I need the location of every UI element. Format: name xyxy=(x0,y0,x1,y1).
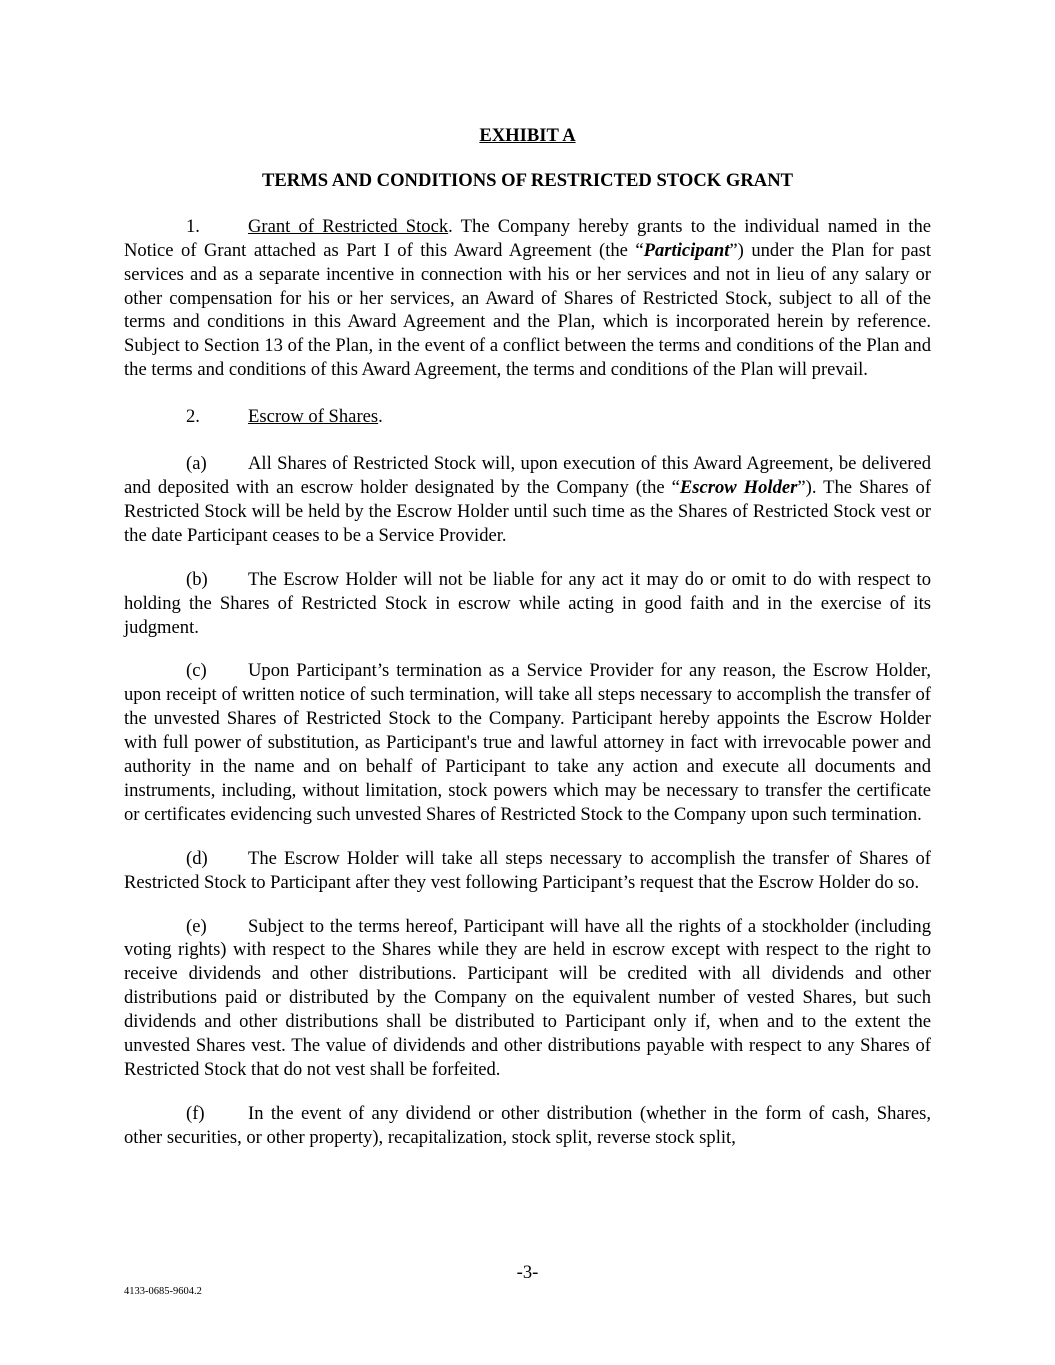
section-1-paragraph xyxy=(124,215,931,382)
section-2-period: . xyxy=(378,406,383,428)
subsection-a-paragraph xyxy=(124,452,931,548)
subsection-c-paragraph xyxy=(124,659,931,826)
exhibit-heading: EXHIBIT A xyxy=(479,125,576,146)
subsection-d-paragraph xyxy=(124,847,931,895)
subsection-f-text: In the event of any dividend or other distribution (whether in the form of cash, Shares, other securities, or other property), recapitalization, stock split, reverse stock split, xyxy=(124,1102,931,1148)
page-number: -3- xyxy=(516,1262,539,1283)
subsection-a-label: (a) xyxy=(186,453,207,475)
subsection-c-text: Upon Participant’s termination as a Service Provider for any reason, the Escrow Holder, upon receipt of written notice of such termination, will take all steps necessary to accomplish the transfer of the unvested Shares of Restricted Stock to the Company. Participant hereby appoints the Escrow Holder with full power of substitution, as Participant's true and lawful attorney in fact with irrevocable power and authority in the name and on behalf of Participant to take any action and execute all documents and instruments, including, without limitation, stock powers which may be necessary to transfer the certificate or certificates evidencing such unvested Shares of Restricted Stock to the Company upon such termination. xyxy=(124,660,931,825)
section-2-heading: Escrow of Shares xyxy=(248,406,379,428)
escrow-holder-defined-term: Escrow Holder xyxy=(679,476,798,498)
section-1-heading: Grant of Restricted Stock xyxy=(248,215,449,237)
subsection-a-text-a: All Shares of Restricted Stock will, upon execution of this Award Agreement, be delivered and deposited with an escrow holder designated by the Company (the “ xyxy=(124,453,931,498)
document-id: 4133-0685-9604.2 xyxy=(124,1286,202,1297)
subsection-b-paragraph xyxy=(124,568,931,640)
subsection-e-label: (e) xyxy=(186,915,207,937)
subsection-f-paragraph xyxy=(124,1102,931,1150)
document-body xyxy=(124,124,931,1150)
document-title: TERMS AND CONDITIONS OF RESTRICTED STOCK GRANT xyxy=(261,169,794,191)
subsection-a-text-b: ”). The Shares of Restricted Stock will be held by the Escrow Holder until such time as the Shares of Restricted Stock vest or the date Participant ceases to be a Service Provider. xyxy=(124,476,932,546)
section-1-number: 1. xyxy=(186,215,200,237)
subsection-b-label: (b) xyxy=(186,568,208,590)
subsection-e-paragraph xyxy=(124,915,931,1082)
subsection-d-label: (d) xyxy=(186,847,208,869)
subsection-d-text: The Escrow Holder will take all steps necessary to accomplish the transfer of Shares of Restricted Stock to Participant after they vest following Participant’s request that the Escrow Holder do so. xyxy=(124,847,931,893)
section-2-number: 2. xyxy=(186,406,200,428)
subsection-f-label: (f) xyxy=(186,1102,205,1124)
subsection-c-label: (c) xyxy=(186,660,207,682)
section-2-paragraph xyxy=(124,405,931,429)
section-1-text-b: ”) under the Plan for past services and as a separate incentive in connection with his or her services and not in lieu of any salary or other compensation for his or her services, an Award of Shares of Restricted Stock, subject to all of the terms and conditions in this Award Agreement and the Plan, which is incorporated herein by reference. Subject to Section 13 of the Plan, in the event of a conflict between the terms and conditions of the Plan and the terms and conditions of this Award Agreement, the terms and conditions of the Plan will prevail. xyxy=(124,239,931,381)
subsection-e-text: Subject to the terms hereof, Participant will have all the rights of a stockholder (including voting rights) with respect to the Shares while they are held in escrow except with respect to the right to receive dividends and other distributions. Participant will be credited with all dividends and other distributions paid or distributed by the Company on the equivalent number of vested Shares, but such dividends and other distributions shall be distributed to Participant only if, when and to the extent the unvested Shares vest. The value of dividends and other distributions payable with respect to any Shares of Restricted Stock that do not vest shall be forfeited. xyxy=(124,915,931,1080)
participant-defined-term: Participant xyxy=(643,239,730,261)
subsection-b-text: The Escrow Holder will not be liable for any act it may do or omit to do with respect to holding the Shares of Restricted Stock in escrow while acting in good faith and in the exercise of its judgment. xyxy=(124,568,931,638)
section-1-text-a: . The Company hereby grants to the individual named in the Notice of Grant attached as Part I of this Award Agreement (the “ xyxy=(124,215,931,261)
